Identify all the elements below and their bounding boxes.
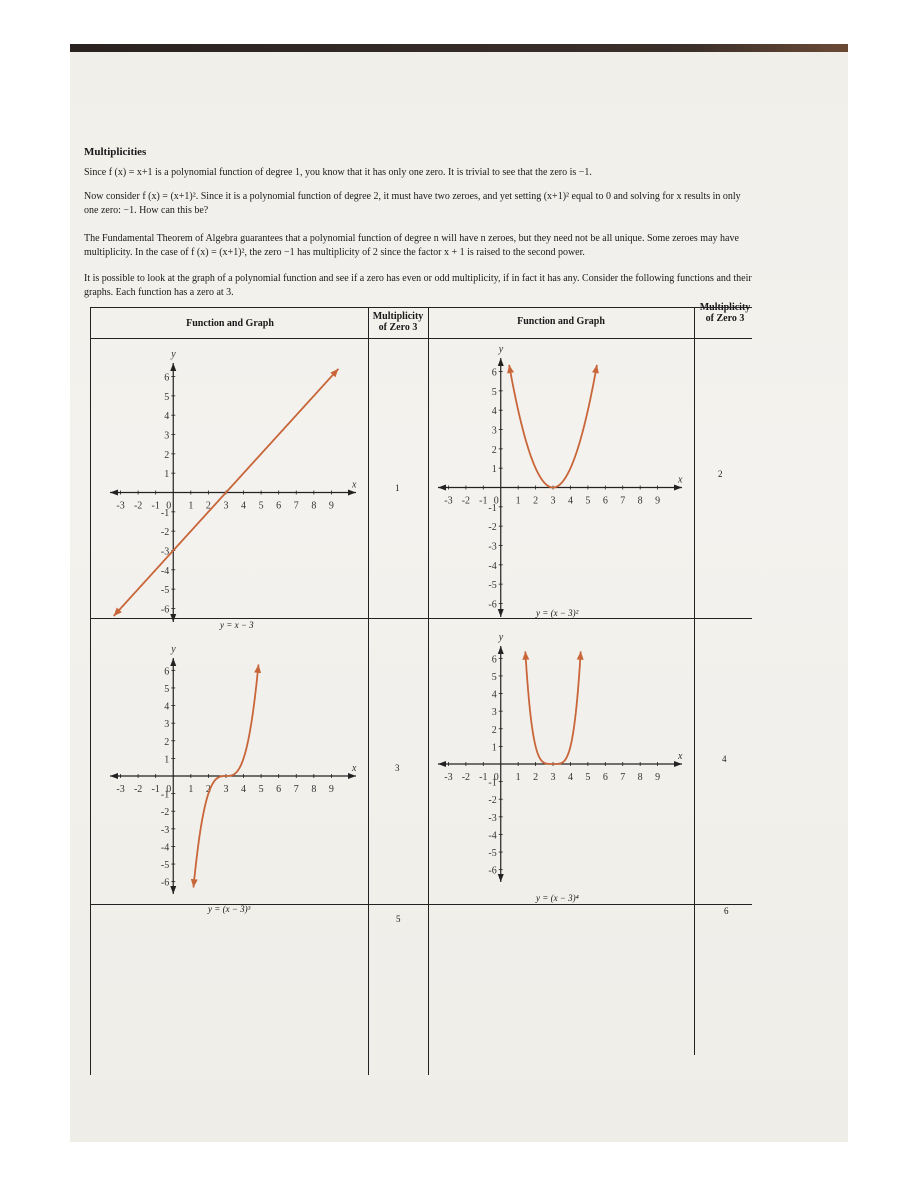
x-tick-label: 3	[223, 500, 229, 512]
y-tick-label: 4	[164, 701, 170, 713]
x-axis-label: x	[352, 479, 357, 491]
y-axis-arrow-up	[498, 646, 504, 654]
y-tick-label: -4	[160, 565, 170, 577]
x-tick-label: 3	[223, 784, 229, 795]
y-tick-label: -2	[488, 795, 497, 807]
y-tick-label: 6	[164, 666, 170, 678]
graph-quadratic	[428, 340, 692, 625]
y-axis-label: y	[498, 632, 504, 643]
header-multiplicity-right: Multiplicity of Zero 3	[699, 302, 751, 324]
paragraph-1: Since f (x) = x+1 is a polynomial function of degree 1, you know that it has only one zero. It is trivial to see that the zero is −1.	[84, 167, 592, 178]
y-tick-label: -5	[488, 580, 497, 592]
x-tick-label: 1	[188, 500, 194, 512]
x-tick-label: 1	[188, 784, 194, 795]
header-multiplicity-left: Multiplicity of Zero 3	[372, 311, 424, 333]
x-axis-label: x	[678, 474, 683, 486]
x-tick-label: 6	[602, 495, 608, 507]
x-tick-label: 2	[533, 495, 539, 507]
y-tick-label: 6	[164, 372, 170, 384]
y-tick-label: -1	[488, 502, 497, 514]
y-tick-label: 6	[491, 654, 497, 666]
graph-linear	[100, 345, 366, 630]
y-tick-label: -6	[160, 604, 170, 616]
multiplicity-1: 1	[395, 483, 400, 493]
y-tick-label: -3	[488, 812, 497, 824]
x-tick-label: -2	[133, 500, 143, 512]
curve-arrow-start	[507, 365, 514, 374]
y-tick-label: 2	[164, 736, 170, 748]
y-tick-label: 5	[164, 683, 170, 695]
y-tick-label: -5	[160, 860, 170, 872]
y-tick-label: -3	[160, 824, 170, 836]
y-tick-label: 3	[164, 430, 170, 442]
x-tick-label: 1	[515, 772, 521, 783]
y-tick-label: 1	[164, 754, 170, 766]
y-tick-label: 5	[491, 671, 497, 683]
y-tick-label: -4	[488, 830, 497, 842]
x-tick-label: 7	[293, 784, 299, 795]
x-tick-label: 4	[567, 495, 573, 507]
y-axis-label: y	[171, 349, 176, 360]
y-axis-arrow-up	[170, 658, 176, 666]
y-tick-label: 4	[491, 406, 497, 418]
x-tick-label: 3	[550, 495, 556, 507]
x-tick-label: -2	[133, 784, 143, 795]
y-tick-label: -4	[160, 842, 170, 854]
curve-arrow-end	[592, 365, 599, 374]
y-tick-label: -6	[488, 599, 497, 611]
x-tick-label: -1	[151, 784, 160, 795]
x-axis-label: x	[352, 763, 357, 774]
x-tick-label: -1	[479, 772, 488, 783]
curve-arrow-start	[522, 651, 529, 659]
multiplicity-2: 2	[718, 469, 723, 479]
origin-label: 0	[493, 495, 499, 507]
y-axis-label: y	[171, 644, 176, 655]
multiplicity-4: 4	[722, 754, 727, 764]
origin-label: 0	[493, 772, 499, 783]
y-axis-arrow-down	[170, 614, 176, 622]
x-tick-label: 2	[205, 784, 211, 795]
y-tick-label: 3	[491, 425, 497, 437]
y-tick-label: 4	[164, 411, 170, 423]
x-tick-label: 9	[328, 500, 334, 512]
x-tick-label: -3	[444, 495, 453, 507]
x-tick-label: -3	[116, 784, 125, 795]
y-tick-label: -2	[160, 807, 170, 819]
y-tick-label: 1	[491, 742, 497, 754]
y-tick-label: 1	[164, 469, 170, 481]
x-tick-label: 2	[205, 500, 211, 512]
y-tick-label: -5	[160, 585, 170, 597]
paragraph-3: The Fundamental Theorem of Algebra guarantees that a polynomial function of degree n will have n zeroes, but they need not be all unique. Some zeroes may have multiplicity. In the case of f (x) = (x+1)², the zero −1 has multiplicity of 2 since the factor x + 1 is raised to the second power.	[84, 233, 739, 258]
y-tick-label: 4	[491, 689, 497, 701]
table-top-border	[90, 307, 752, 308]
y-tick-label: 2	[491, 444, 497, 456]
table-left-border	[90, 307, 91, 1075]
x-axis-arrow-left	[110, 490, 118, 496]
equation-2: y = (x − 3)²	[536, 608, 579, 618]
x-tick-label: 2	[533, 772, 539, 783]
curve-arrow-end	[577, 651, 584, 659]
x-tick-label: 7	[293, 500, 299, 512]
y-tick-label: -6	[160, 877, 170, 889]
y-tick-label: -1	[160, 507, 170, 519]
y-axis-arrow-down	[170, 886, 176, 894]
multiplicity-3: 3	[395, 763, 400, 773]
y-tick-label: 3	[491, 707, 497, 719]
x-tick-label: -3	[116, 500, 125, 512]
y-tick-label: 2	[164, 449, 170, 461]
graph-quartic	[428, 628, 692, 890]
top-edge-shadow	[70, 44, 848, 52]
paragraph-4: It is possible to look at the graph of a polynomial function and see if a zero has even or odd multiplicity, if in fact it has any. Consider the following functions and their graphs. Each function has a zero at 3.	[84, 273, 752, 298]
row-number-5: 5	[396, 914, 401, 924]
table-divider-1	[368, 307, 369, 1075]
x-tick-label: -3	[444, 772, 453, 783]
graph-cubic	[100, 640, 366, 902]
x-axis-arrow-left	[438, 485, 446, 491]
x-tick-label: -1	[479, 495, 488, 507]
y-tick-label: -5	[488, 848, 497, 860]
x-tick-label: 6	[276, 500, 282, 512]
x-tick-label: 5	[258, 500, 264, 512]
x-tick-label: 5	[585, 495, 591, 507]
x-tick-label: -1	[151, 500, 160, 512]
x-tick-label: 6	[276, 784, 282, 795]
x-axis-arrow-left	[438, 761, 446, 767]
x-axis-arrow-left	[110, 773, 118, 779]
paragraph-2: Now consider f (x) = (x+1)². Since it is a polynomial function of degree 2, it must have two zeroes, and yet setting (x+1)² equal to 0 and solving for x results in only one zero: −1. How can this be?	[84, 191, 741, 216]
origin-label: 0	[166, 784, 172, 795]
section-heading: Multiplicities	[84, 146, 147, 158]
x-tick-label: 8	[311, 500, 317, 512]
x-tick-label: 5	[585, 772, 591, 783]
y-tick-label: -4	[488, 560, 497, 572]
y-axis-arrow-down	[498, 874, 504, 882]
x-tick-label: 9	[328, 784, 334, 795]
y-tick-label: -2	[488, 522, 497, 534]
row-number-6: 6	[724, 906, 729, 916]
equation-4: y = (x − 3)⁴	[536, 893, 579, 903]
y-tick-label: -1	[488, 777, 497, 789]
x-tick-label: 4	[241, 500, 247, 512]
header-function-left: Function and Graph	[186, 318, 274, 329]
x-tick-label: 4	[567, 772, 573, 783]
x-tick-label: 5	[258, 784, 264, 795]
x-tick-label: 4	[241, 784, 247, 795]
y-tick-label: 3	[164, 719, 170, 731]
x-tick-label: -2	[461, 495, 471, 507]
y-tick-label: -3	[488, 541, 497, 553]
x-tick-label: -2	[461, 772, 471, 783]
y-tick-label: 5	[491, 386, 497, 398]
function-curve	[509, 365, 597, 488]
table-header-border	[90, 338, 752, 339]
x-tick-label: 7	[620, 495, 626, 507]
x-tick-label: 1	[515, 495, 521, 507]
x-tick-label: 8	[637, 495, 643, 507]
header-function-right: Function and Graph	[517, 316, 605, 327]
equation-1: y = x − 3	[220, 620, 254, 630]
x-axis-label: x	[678, 751, 683, 762]
x-tick-label: 9	[655, 495, 661, 507]
x-tick-label: 8	[637, 772, 643, 783]
x-tick-label: 6	[602, 772, 608, 783]
y-tick-label: 2	[491, 724, 497, 736]
x-tick-label: 9	[655, 772, 661, 783]
y-axis-label: y	[498, 344, 504, 355]
y-axis-arrow-down	[498, 609, 504, 617]
equation-3: y = (x − 3)³	[208, 904, 251, 914]
y-axis-arrow-up	[170, 363, 176, 371]
y-axis-arrow-up	[498, 358, 504, 366]
table-divider-3	[694, 307, 695, 1055]
x-tick-label: 7	[620, 772, 626, 783]
y-tick-label: 5	[164, 391, 170, 403]
origin-label: 0	[166, 500, 172, 512]
table-row2-border	[90, 904, 752, 905]
y-tick-label: -2	[160, 527, 170, 539]
y-tick-label: -6	[488, 865, 497, 877]
x-tick-label: 8	[311, 784, 317, 795]
x-tick-label: 3	[550, 772, 556, 783]
y-tick-label: 6	[491, 367, 497, 379]
y-tick-label: -3	[160, 546, 170, 558]
function-curve	[525, 651, 580, 764]
y-tick-label: 1	[491, 464, 497, 476]
y-tick-label: -1	[160, 789, 170, 801]
